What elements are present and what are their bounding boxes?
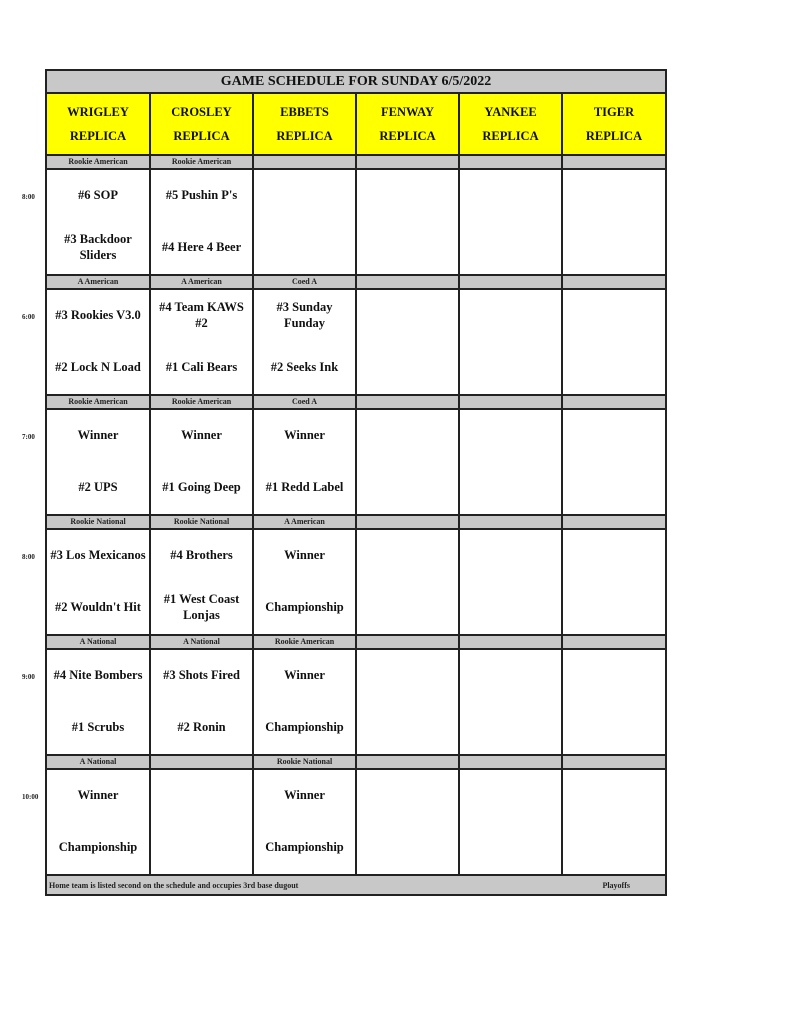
- matchup: [47, 650, 149, 754]
- visiting-team: [357, 290, 458, 342]
- game-cell: [562, 769, 666, 875]
- visiting-team: [563, 170, 665, 222]
- division-label: [459, 515, 562, 529]
- field-header: [459, 93, 562, 155]
- division-label: Coed A: [253, 275, 356, 289]
- visiting-team: #5 Pushin P's: [165, 188, 238, 203]
- matchup: [47, 530, 149, 634]
- matchup: [563, 530, 665, 634]
- field-name: TIGER: [593, 104, 635, 119]
- matchup: [151, 410, 252, 514]
- game-cell: [459, 769, 562, 875]
- home-team: [357, 582, 458, 634]
- division-label: Rookie National: [150, 515, 253, 529]
- visiting-team: Winner: [181, 428, 222, 443]
- home-team: Championship: [265, 720, 344, 735]
- matchup: [357, 290, 458, 394]
- game-cell: [562, 289, 666, 395]
- matchup: [460, 290, 561, 394]
- home-team: [563, 222, 665, 274]
- division-row: [46, 635, 666, 649]
- game-row: [46, 649, 666, 755]
- home-team: [460, 462, 561, 514]
- matchup: [563, 290, 665, 394]
- home-team: #1 Redd Label: [265, 480, 344, 495]
- visiting-team: [357, 170, 458, 222]
- field-name: CROSLEY: [171, 104, 232, 119]
- home-team: [563, 462, 665, 514]
- division-label: A National: [46, 755, 150, 769]
- division-row: [46, 155, 666, 169]
- division-label: [253, 155, 356, 169]
- home-team: [563, 582, 665, 634]
- game-cell: [356, 769, 459, 875]
- slot-time: 6:00: [22, 313, 35, 321]
- game-cell: [459, 649, 562, 755]
- game-cell: [356, 409, 459, 515]
- footer-row: [46, 875, 666, 895]
- field-sub: REPLICA: [69, 129, 127, 143]
- field-sub: REPLICA: [276, 129, 333, 143]
- title-row: [46, 70, 666, 93]
- game-cell: [150, 169, 253, 275]
- division-label: [459, 275, 562, 289]
- division-label: [562, 275, 666, 289]
- matchup: [151, 770, 252, 874]
- matchup: [357, 410, 458, 514]
- matchup: [47, 770, 149, 874]
- schedule-sheet: [45, 69, 665, 896]
- visiting-team: #3 Shots Fired: [163, 668, 240, 683]
- field-header: [150, 93, 253, 155]
- home-team: #3 Backdoor Sliders: [64, 232, 132, 262]
- visiting-team: [460, 530, 561, 582]
- field-name: YANKEE: [484, 104, 537, 119]
- division-label: [356, 515, 459, 529]
- home-team: #2 UPS: [78, 480, 118, 495]
- division-label: A National: [150, 635, 253, 649]
- division-label: Rookie American: [253, 635, 356, 649]
- home-team: [460, 342, 561, 394]
- visiting-team: #3 Rookies V3.0: [55, 308, 141, 323]
- home-team: Championship: [265, 600, 344, 615]
- visiting-team: Winner: [284, 788, 325, 803]
- division-label: A American: [150, 275, 253, 289]
- visiting-team: [254, 170, 355, 222]
- game-cell: [150, 289, 253, 395]
- matchup: [563, 770, 665, 874]
- visiting-team: Winner: [284, 668, 325, 683]
- division-label: A American: [253, 515, 356, 529]
- visiting-team: #3 Los Mexicanos: [50, 548, 146, 563]
- home-team: [357, 342, 458, 394]
- visiting-team: [357, 770, 458, 822]
- division-label: [562, 155, 666, 169]
- visiting-team: [460, 290, 561, 342]
- division-label: Rookie American: [150, 155, 253, 169]
- division-row: [46, 755, 666, 769]
- division-label: [356, 635, 459, 649]
- division-label: A National: [46, 635, 150, 649]
- game-row: [46, 289, 666, 395]
- game-row: [46, 169, 666, 275]
- home-team: [460, 702, 561, 754]
- division-label: Rookie American: [46, 155, 150, 169]
- visiting-team: [563, 290, 665, 342]
- game-cell: [562, 649, 666, 755]
- game-cell: [150, 409, 253, 515]
- division-label: [562, 635, 666, 649]
- field-header: [253, 93, 356, 155]
- field-header: [562, 93, 666, 155]
- game-cell: [46, 409, 150, 515]
- home-team: [254, 222, 355, 274]
- visiting-team: #6 SOP: [78, 188, 118, 203]
- field-sub: REPLICA: [173, 129, 230, 143]
- schedule-title: GAME SCHEDULE FOR SUNDAY 6/5/2022: [46, 70, 666, 93]
- game-cell: [46, 169, 150, 275]
- division-label: [459, 395, 562, 409]
- field-sub: REPLICA: [585, 129, 643, 143]
- game-cell: [356, 649, 459, 755]
- field-header-row: [46, 93, 666, 155]
- visiting-team: [460, 650, 561, 702]
- game-cell: [253, 769, 356, 875]
- home-team: #2 Seeks Ink: [270, 360, 339, 375]
- matchup: [357, 650, 458, 754]
- visiting-team: Winner: [77, 788, 119, 803]
- slot-time: 7:00: [22, 433, 35, 441]
- matchup: [254, 770, 355, 874]
- division-label: [562, 515, 666, 529]
- home-team: #4 Here 4 Beer: [161, 240, 242, 255]
- slot-time: 8:00: [22, 193, 35, 201]
- division-row: [46, 275, 666, 289]
- field-header: [46, 93, 150, 155]
- visiting-team: #4 Nite Bombers: [53, 668, 143, 683]
- matchup: [460, 410, 561, 514]
- division-label: Rookie American: [46, 395, 150, 409]
- home-team: Championship: [265, 840, 344, 855]
- field-header: [356, 93, 459, 155]
- home-team: #2 Ronin: [177, 720, 226, 735]
- visiting-team: [563, 410, 665, 462]
- game-cell: [253, 649, 356, 755]
- visiting-team: [460, 170, 561, 222]
- matchup: [151, 650, 252, 754]
- game-row: [46, 529, 666, 635]
- visiting-team: [563, 650, 665, 702]
- home-team: [357, 222, 458, 274]
- division-label: [356, 755, 459, 769]
- visiting-team: Winner: [284, 428, 325, 443]
- home-team: [357, 462, 458, 514]
- matchup: [460, 170, 561, 274]
- slot-time: 10:00: [22, 793, 39, 801]
- slot-time: 8:00: [22, 553, 35, 561]
- game-cell: [459, 169, 562, 275]
- matchup: [357, 530, 458, 634]
- matchup: [563, 650, 665, 754]
- home-team: [563, 342, 665, 394]
- matchup: [254, 170, 355, 274]
- division-row: [46, 395, 666, 409]
- home-team: [563, 822, 665, 874]
- home-team: #1 Cali Bears: [165, 360, 238, 375]
- field-sub: REPLICA: [379, 129, 436, 143]
- visiting-team: [563, 770, 665, 822]
- division-label: [459, 155, 562, 169]
- visiting-team: [357, 410, 458, 462]
- visiting-team: #3 Sunday Funday: [276, 300, 333, 330]
- game-cell: [46, 289, 150, 395]
- visiting-team: Winner: [284, 548, 325, 563]
- matchup: [254, 410, 355, 514]
- matchup: [460, 650, 561, 754]
- matchup: [254, 530, 355, 634]
- game-cell: [150, 769, 253, 875]
- game-cell: [356, 529, 459, 635]
- division-label: [459, 755, 562, 769]
- game-cell: [46, 649, 150, 755]
- matchup: [563, 410, 665, 514]
- home-team: [563, 702, 665, 754]
- game-cell: [150, 649, 253, 755]
- home-team: [357, 822, 458, 874]
- visiting-team: [151, 770, 252, 822]
- matchup: [254, 290, 355, 394]
- visiting-team: [357, 650, 458, 702]
- home-team: [460, 582, 561, 634]
- matchup: [47, 290, 149, 394]
- game-cell: [562, 169, 666, 275]
- division-label: [356, 275, 459, 289]
- field-name: FENWAY: [380, 104, 435, 119]
- game-cell: [253, 529, 356, 635]
- game-cell: [562, 409, 666, 515]
- matchup: [460, 770, 561, 874]
- game-cell: [459, 409, 562, 515]
- visiting-team: [563, 530, 665, 582]
- game-cell: [253, 409, 356, 515]
- game-cell: [46, 529, 150, 635]
- division-label: [562, 395, 666, 409]
- matchup: [563, 170, 665, 274]
- division-label: Rookie National: [253, 755, 356, 769]
- home-team: [357, 702, 458, 754]
- playoffs-label: Playoffs: [602, 881, 630, 890]
- game-cell: [356, 289, 459, 395]
- home-team: #1 Scrubs: [71, 720, 125, 735]
- division-label: [356, 155, 459, 169]
- matchup: [357, 170, 458, 274]
- division-row: [46, 515, 666, 529]
- game-cell: [356, 169, 459, 275]
- schedule-table: [45, 69, 667, 896]
- field-sub: REPLICA: [482, 129, 539, 143]
- game-cell: [253, 289, 356, 395]
- matchup: [151, 530, 252, 634]
- division-label: Rookie American: [150, 395, 253, 409]
- slot-time: 9:00: [22, 673, 35, 681]
- home-team: #1 West Coast Lonjas: [163, 592, 240, 622]
- footer-note: Home team is listed second on the schedule and occupies 3rd base dugout: [49, 881, 299, 890]
- matchup: [47, 170, 149, 274]
- division-label: [562, 755, 666, 769]
- home-team: #2 Lock N Load: [55, 360, 141, 375]
- matchup: [151, 170, 252, 274]
- visiting-team: #4 Brothers: [170, 548, 233, 563]
- matchup: [357, 770, 458, 874]
- division-label: Rookie National: [46, 515, 150, 529]
- home-team: #1 Going Deep: [162, 480, 241, 495]
- field-name: WRIGLEY: [67, 104, 129, 119]
- division-label: A American: [46, 275, 150, 289]
- game-cell: [562, 529, 666, 635]
- visiting-team: Winner: [77, 428, 119, 443]
- game-cell: [459, 289, 562, 395]
- division-label: [459, 635, 562, 649]
- home-team: [460, 222, 561, 274]
- visiting-team: [460, 770, 561, 822]
- home-team: [460, 822, 561, 874]
- matchup: [151, 290, 252, 394]
- home-team: #2 Wouldn't Hit: [55, 600, 141, 615]
- home-team: [151, 822, 252, 874]
- game-row: [46, 409, 666, 515]
- field-name: EBBETS: [280, 104, 329, 119]
- visiting-team: [460, 410, 561, 462]
- home-team: Championship: [58, 840, 138, 855]
- visiting-team: [357, 530, 458, 582]
- game-cell: [46, 769, 150, 875]
- division-label: Coed A: [253, 395, 356, 409]
- matchup: [254, 650, 355, 754]
- visiting-team: #4 Team KAWS #2: [159, 300, 244, 330]
- matchup: [47, 410, 149, 514]
- footer: [46, 875, 666, 895]
- division-label: [150, 755, 253, 769]
- division-label: [356, 395, 459, 409]
- game-row: [46, 769, 666, 875]
- game-cell: [459, 529, 562, 635]
- game-cell: [150, 529, 253, 635]
- game-cell: [253, 169, 356, 275]
- matchup: [460, 530, 561, 634]
